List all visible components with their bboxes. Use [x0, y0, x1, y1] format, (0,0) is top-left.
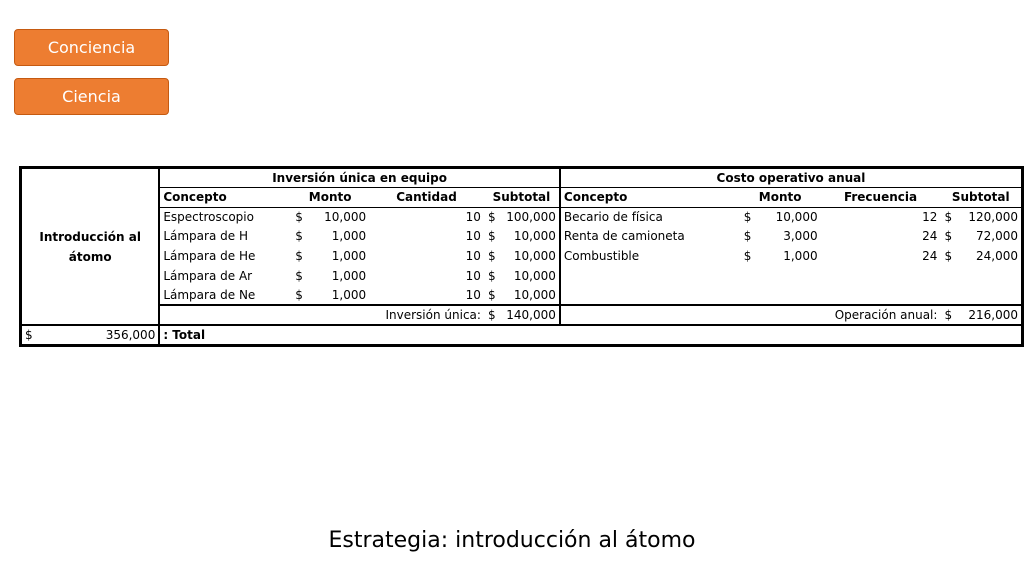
cell: $	[295, 210, 303, 225]
op-section-title: Costo operativo anual	[560, 168, 1023, 188]
inv-total-currency: $	[484, 305, 503, 325]
ciencia-button[interactable]: Ciencia	[14, 78, 169, 115]
cell: 10,000	[513, 268, 556, 283]
cell: Renta de camioneta	[560, 227, 740, 247]
table-row	[21, 227, 1023, 247]
col-header: Cantidad	[369, 188, 484, 208]
cell: 10	[465, 229, 481, 244]
cell: 10,000	[513, 287, 556, 302]
empty-cell	[940, 266, 959, 286]
empty-cell	[740, 285, 764, 305]
empty-cell	[764, 285, 821, 305]
col-header: Subtotal	[484, 188, 560, 208]
table-row	[21, 266, 1023, 286]
op-total-currency: $	[940, 305, 959, 325]
empty-cell	[821, 266, 941, 286]
cell: $	[743, 249, 752, 264]
cell: 1,000	[331, 229, 367, 244]
table-row	[21, 207, 1023, 227]
grand-total-value: 356,000	[105, 328, 156, 343]
table-row	[21, 325, 1023, 346]
op-total-label: Operación anual:	[560, 305, 941, 325]
cell: Espectroscopio	[163, 210, 254, 225]
row-title-cell	[21, 168, 160, 326]
cell: $	[295, 287, 303, 302]
cell: 1,000	[331, 249, 367, 264]
empty-cell	[821, 285, 941, 305]
empty-cell	[764, 266, 821, 286]
inv-section-title: Inversión única en equipo	[159, 168, 560, 188]
cell: $	[487, 249, 496, 264]
cell: 10,000	[775, 210, 818, 225]
col-header: Monto	[291, 188, 369, 208]
cell: 24	[922, 249, 938, 264]
cell: 24	[922, 229, 938, 244]
cell: 120,000	[968, 210, 1018, 225]
empty-cell	[940, 285, 959, 305]
empty-cell	[959, 285, 1022, 305]
op-total-value: 216,000	[959, 305, 1022, 325]
table-row	[21, 188, 1023, 208]
empty-cell	[560, 285, 740, 305]
cell: 10,000	[513, 229, 556, 244]
table-row	[21, 168, 1023, 188]
cell: 10,000	[324, 210, 367, 225]
cell: $	[487, 268, 496, 283]
col-header: Subtotal	[940, 188, 1022, 208]
table-row	[21, 285, 1023, 305]
cell: Combustible	[560, 246, 740, 266]
cell: 72,000	[976, 229, 1018, 244]
row-title-line: Introducción al	[39, 229, 141, 244]
cell: Lámpara de Ar	[163, 268, 253, 283]
cell: $	[487, 210, 496, 225]
cell: 12	[922, 210, 938, 225]
inv-total-value: 140,000	[503, 305, 560, 325]
cell: 3,000	[783, 229, 818, 244]
cell: $	[944, 210, 953, 225]
cell: 1,000	[783, 249, 818, 264]
grand-total-currency: $	[25, 328, 33, 343]
cell: $	[295, 249, 303, 264]
cost-table	[19, 166, 1024, 347]
cell: $	[743, 229, 752, 244]
cell: 10	[465, 210, 481, 225]
cell: 100,000	[506, 210, 556, 225]
col-header: Frecuencia	[821, 188, 941, 208]
cell: 1,000	[331, 268, 367, 283]
cell: 10	[465, 268, 481, 283]
cell: Lámpara de Ne	[163, 287, 256, 302]
cell: $	[295, 268, 303, 283]
empty-cell	[560, 266, 740, 286]
cell: Becario de física	[560, 207, 740, 227]
table-row	[21, 305, 1023, 325]
cell: 24,000	[976, 249, 1018, 264]
empty-cell	[740, 266, 764, 286]
grand-total-label: : Total	[163, 328, 206, 343]
cell: $	[487, 287, 496, 302]
inv-total-label: Inversión única:	[159, 305, 484, 325]
cell: Lámpara de H	[163, 229, 248, 244]
row-title-line: átomo	[68, 249, 112, 264]
cell: 10	[465, 249, 481, 264]
cell: $	[743, 210, 752, 225]
slide-caption: Estrategia: introducción al átomo	[328, 528, 696, 553]
col-header: Concepto	[560, 188, 740, 208]
table-row	[21, 246, 1023, 266]
col-header: Monto	[740, 188, 821, 208]
cell: $	[944, 229, 953, 244]
conciencia-button[interactable]: Conciencia	[14, 29, 169, 66]
grand-total-cell	[21, 325, 160, 346]
cell: Lámpara de He	[163, 249, 256, 264]
cell: 1,000	[331, 287, 367, 302]
col-header: Concepto	[159, 188, 291, 208]
cell: $	[944, 249, 953, 264]
cell: $	[487, 229, 496, 244]
empty-cell	[959, 266, 1022, 286]
cell: $	[295, 229, 303, 244]
cell: 10	[465, 287, 481, 302]
cell: 10,000	[513, 249, 556, 264]
